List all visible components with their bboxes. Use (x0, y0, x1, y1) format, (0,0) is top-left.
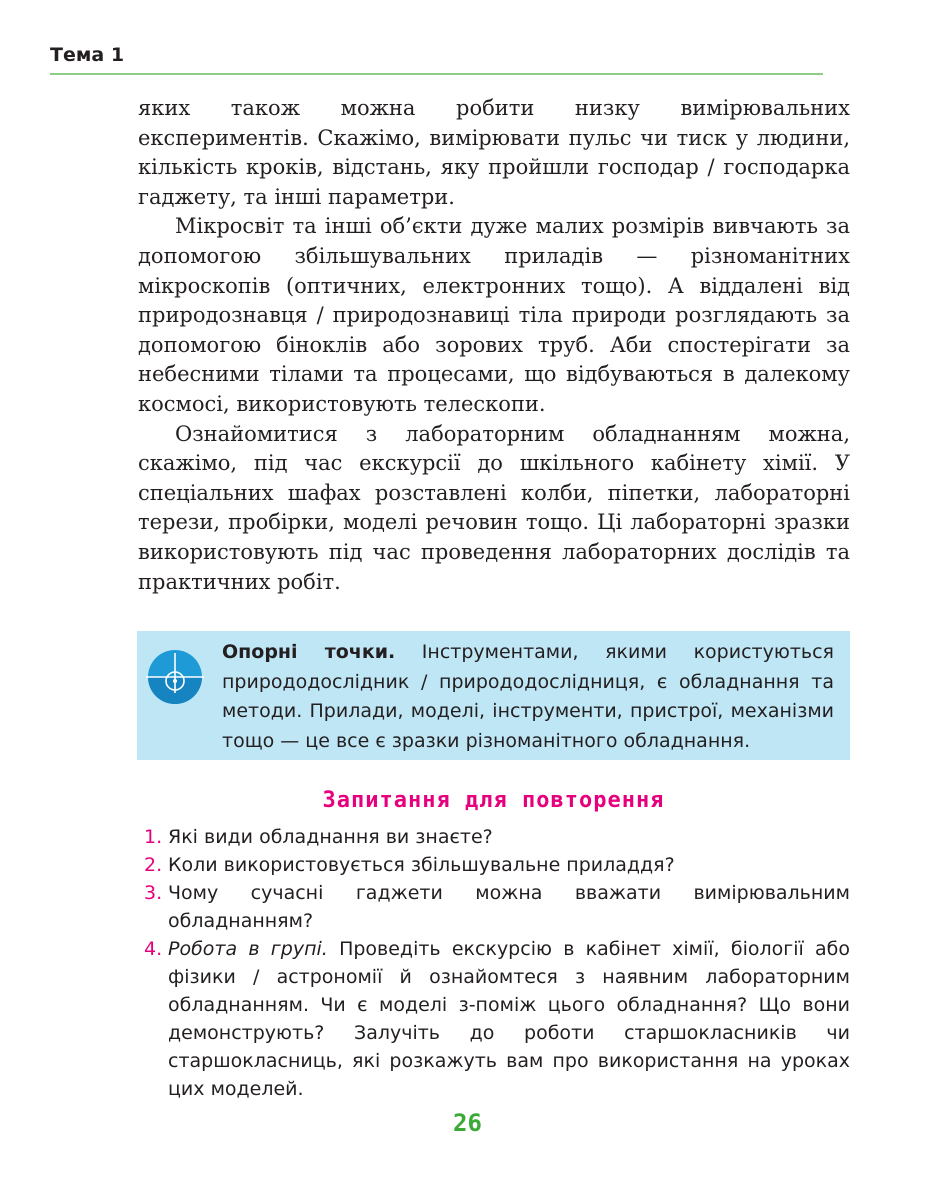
question-number: 4. (144, 938, 163, 960)
question-text: Коли використовується збільшувальне приладдя? (168, 854, 675, 876)
key-points-text (222, 638, 834, 756)
paragraph-2: Мікросвіт та інші об’єкти дуже малих розмірів вивчають за допомогою збільшувальних приладів — різноманітних мікроскопів (оптичних, електронних тощо). А віддалені від природознавця / природознавиці тіла природи розглядають за допомогою біноклів або зорових труб. Аби спостерігати за небесними тілами та процесами, що відбуваються в далекому космосі, використовують телескопи. (138, 214, 850, 416)
question-number: 3. (144, 882, 163, 904)
group-work-label: Робота в групі. (168, 938, 328, 960)
question-item (144, 851, 850, 879)
question-text: Чому сучасні гаджети можна вважати вимірювальним обладнанням? (168, 882, 850, 932)
topic-header: Тема 1 (50, 44, 125, 66)
question-number: 2. (144, 854, 163, 876)
paragraph-3: Ознайомитися з лабораторним обладнанням можна, скажімо, під час екскурсії до шкільного кабінету хімії. У спеціальних шафах розставлені колби, піпетки, лабораторні терези, пробірки, моделі речовин тощо. Ці лабораторні зразки використовують під час проведення лабораторних дослідів та практичних робіт. (138, 421, 850, 594)
key-points-body: Інструментами, якими користуються природодослідник / природодослідниця, є обладнання та методи. Прилади, моделі, інструменти, пристрої, механізми тощо — це все є зразки різноманітного обладнання. (222, 641, 834, 752)
questions-list (144, 823, 850, 1103)
question-number: 1. (144, 826, 163, 848)
question-text: Проведіть екскурсію в кабінет хімії, біології або фізики / астрономії й ознайомтеся з наявним лабораторним обладнанням. Чи є моделі з-поміж цього обладнання? Що вони демонструють? Залучіть до роботи старшокласників чи старшокласниць, які розкажуть вам про використання на уроках цих моделей. (168, 938, 850, 1100)
question-item (144, 879, 850, 935)
paragraph-1: яких також можна робити низку вимірювальних експериментів. Скажімо, вимірювати пульс чи тиск у людини, кількість кроків, відстань, яку пройшли господар / господарка гаджету, та інші параметри. (138, 96, 850, 209)
page-number: 26 (453, 1109, 482, 1137)
question-item (144, 935, 850, 1103)
question-item (144, 823, 850, 851)
question-text: Які види обладнання ви знаєте? (168, 826, 493, 848)
target-crosshair-icon (146, 648, 204, 706)
main-text (138, 94, 850, 597)
questions-title: Запитання для повторення (322, 788, 665, 813)
header-divider (50, 73, 823, 75)
key-points-title: Опорні точки. (222, 641, 396, 663)
